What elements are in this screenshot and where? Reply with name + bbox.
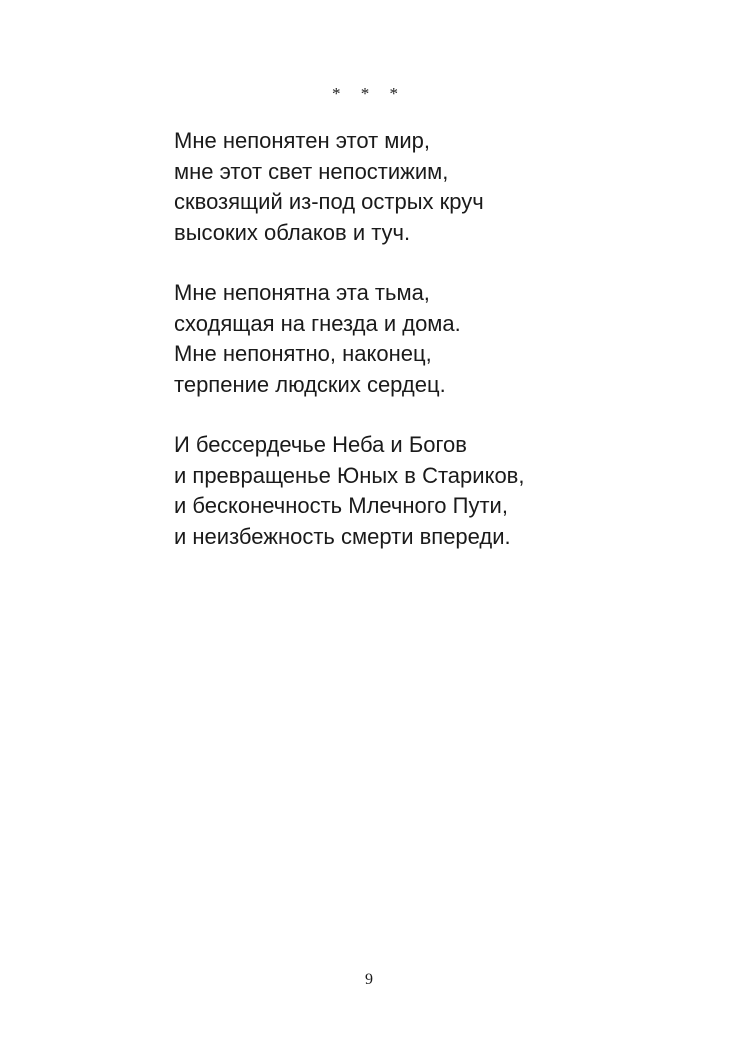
poem-line: высоких облаков и туч. [174, 219, 411, 245]
poem-line: сходящая на гнезда и дома. [174, 310, 461, 336]
poem-line: Мне непонятен этот мир, [174, 128, 431, 153]
poem-line: И бессердечье Неба и Богов [174, 432, 467, 457]
stanza-3 [174, 430, 714, 552]
poem-line: Мне непонятно, наконец, [174, 341, 432, 366]
page-number: 9 [365, 971, 373, 988]
poem-line: и превращенье Юных в Стариков, [174, 462, 525, 488]
poem-line: сквозящий из-под острых круч [174, 189, 484, 214]
poem-line: и бесконечность Млечного Пути, [174, 493, 508, 518]
poem [174, 126, 714, 582]
stanza-1 [174, 126, 714, 248]
poem-line: Мне непонятна эта тьма, [174, 280, 430, 305]
stanza-2 [174, 278, 714, 400]
poem-line: терпение людских сердец. [174, 371, 446, 397]
section-separator: * * * [332, 84, 406, 103]
poem-line: и неизбежность смерти впереди. [174, 523, 511, 549]
poem-line: мне этот свет непостижим, [174, 158, 449, 184]
